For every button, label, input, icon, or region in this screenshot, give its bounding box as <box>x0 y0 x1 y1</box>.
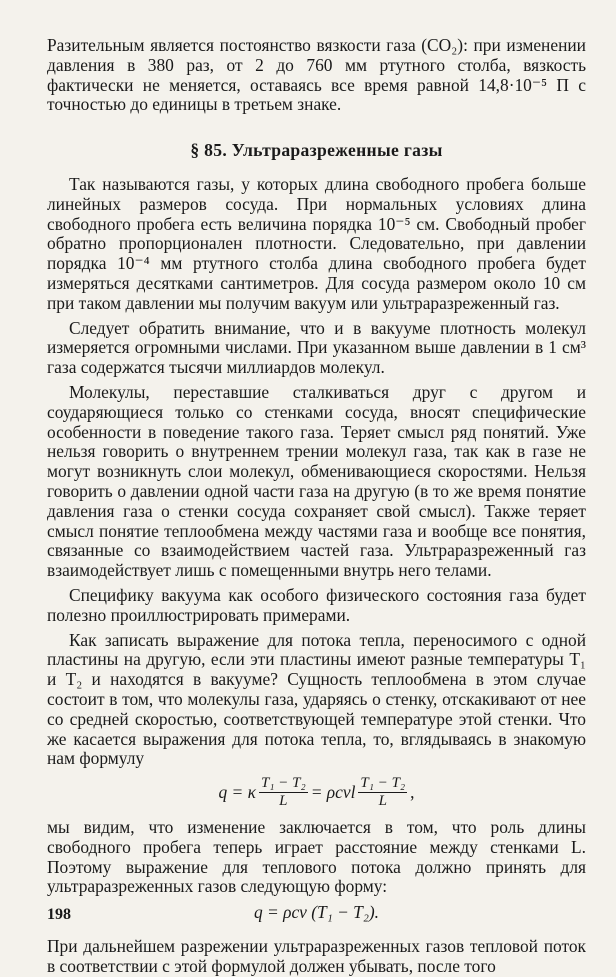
fraction-numerator: T₁ − T₂ <box>260 775 306 792</box>
formula-comma: , <box>410 781 415 802</box>
page-body <box>47 36 586 977</box>
fraction-denominator: L <box>279 793 288 810</box>
paragraph-specifics: Специфику вакуума как особого физического состояния газа будет полезно проиллюстрировать примерами. <box>47 584 586 625</box>
final-paragraph: При дальнейшем разрежении ультраразреженных газов тепловой поток в соответствии с этой формулой должен убывать, после того <box>47 936 586 976</box>
formula-middle: = ρcvl <box>310 781 356 802</box>
page-number: 198 <box>47 906 71 923</box>
intro-paragraph: Разительным является постоянство вязкости газа (CO₂): при изменении давления в 380 раз, от 2 до 760 мм ртутного столба, вязкость фактически не меняется, оставаясь все время равной 14,8·10⁻⁵ П с точностью до единицы в третьем знаке. <box>47 35 586 115</box>
fraction-numerator: T₁ − T₂ <box>360 775 406 792</box>
section-heading: § 85. Ультраразреженные газы <box>190 140 443 161</box>
vacuum-heat-flow-formula: q = ρcv (T₁ − T₂). <box>253 902 380 923</box>
paragraph-heat-flow: Как записать выражение для потока тепла, переносимого с одной пластины на другую, если эти пластины имеют разные температуры T₁ и T₂ и находятся в вакууме? Сущность теплообмена в этом случае состоит в том, что молекулы газа, ударяясь о стенку, отскакивают от нее со средней скоростью, соответствующей температуре этой стенки. Что же касается выражения для потока тепла, то, вглядываясь в знакомую нам формулу <box>47 629 586 769</box>
paragraph-molecules: Молекулы, переставшие сталкиваться друг с другом и соударяющиеся только со стенками сосуда, вносят специфические особенности в поведение такого газа. Теряет смысл ряд понятий. Уже нельзя говорить о внутреннем трении молекул газа, так как в газе не могут возникнуть слои молекул, обменивающиеся скоростями. Нельзя говорить о давлении одной части газа на другую (в то же время понятие давления газа о стенки сосуда сохраняет свой смысл). Также теряет смысл понятие теплообмена между частями газа и вообще все понятия, связанные со взаимодействием частей газа. Ультраразреженный газ взаимодействует лишь с помещенными внутрь него телами. <box>47 381 586 581</box>
paragraph-density: Следует обратить внимание, что и в вакууме плотность молекул измеряется огромными числами. При указанном выше давлении в 1 см³ газа содержатся тысячи миллиардов молекул. <box>47 317 586 378</box>
formula-fraction-2 <box>358 775 407 810</box>
heat-flow-formula <box>47 775 586 810</box>
formula-fraction-1 <box>259 775 308 810</box>
formula-lhs: q = κ <box>218 781 256 802</box>
paragraph-definition: Так называются газы, у которых длина свободного пробега больше линейных размеров сосуда. При нормальных условиях длина свободного пробега есть величина порядка 10⁻⁵ см. Свободный пробег обратно пропорционален плотности. Следовательно, при давлении порядка 10⁻⁴ мм ртутного столба длина свободного пробега будет измеряться десятками сантиметров. Для сосуда размером около 10 см при таком давлении мы получим вакуум или ультраразреженный газ. <box>47 173 586 313</box>
paragraph-after-formula: мы видим, что изменение заключается в том, что роль длины свободного пробега теперь играет расстояние между стенками L. Поэтому выражение для теплового потока должно принять для ультраразреженных газов следующую форму: <box>47 817 586 897</box>
fraction-denominator: L <box>378 793 387 810</box>
